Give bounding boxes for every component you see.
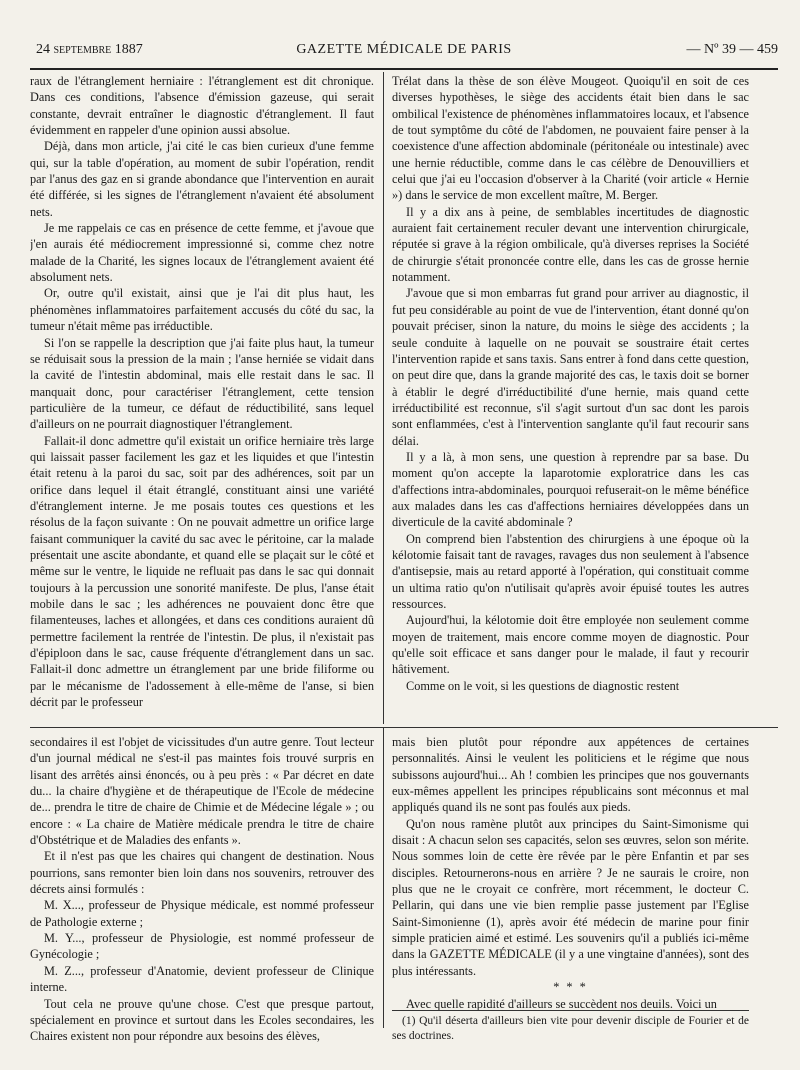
footnote xyxy=(392,1014,749,1044)
header-page-number: — Nº 39 — 459 xyxy=(686,42,778,57)
paragraph: M. X..., professeur de Physique médicale, est nommé professeur de Pathologie externe ; xyxy=(30,898,374,929)
feuilleton-right-column xyxy=(392,734,749,1044)
paragraph: M. Y..., professeur de Physiologie, est nommé professeur de Gynécologie ; xyxy=(30,931,374,962)
article-left-column xyxy=(30,73,374,723)
paragraph: J'avoue que si mon embarras fut grand pour arriver au diagnostic, il fut peu considérable au point de vue de l'intervention, étant donné qu'on pouvait préciser, sinon la nature, du moins le siège des accidents ; la seule conduite à laquelle on ne pouvait se soustraire était certes l'intervention rapide et sans taxis. Sans entrer à fond dans cette question, on peut dire que, dans la grande majorité des cas, le taxis doit se borner à établir le degré d'irréductibilité d'une hernie, mais quand cette irréductibilité est reconnue, s'il s'agit surtout d'un sac dont les parois sont enflammées, c'est à l'intervention sanglante qu'il faut recourir sans délai. xyxy=(392,286,749,448)
paragraph: mais bien plutôt pour répondre aux appétences de certaines personnalités. Ainsi le veulent les politiciens et le régime que nous subissons aujourd'hui... Ah ! combien les principes que nos gouvernants eux-mêmes appellent les principes républicains sont méconnus et mal appliqués quand ils ne sont pas foulés aux pieds. xyxy=(392,735,749,815)
paragraph: secondaires il est l'objet de vicissitudes d'un autre genre. Tout lecteur d'un journal médical ne s'est-il pas maintes fois trouvé surpris en lisant des arrêtés ainsi énoncés, ou à peu près : « Par décret en date du... la chaire d'hygiène et de thérapeutique de l'Ecole de médecine de... prendra le titre de chaire de Chimie et de Médecine légale » ; ou encore : « La chaire de Matière médicale prendra le titre de chaire d'Obstétrique et de Maladies des enfants ». xyxy=(30,735,374,848)
column-divider xyxy=(383,72,384,724)
paragraph: Tout cela ne prouve qu'une chose. C'est que presque partout, spécialement en province et surtout dans les Ecoles secondaires, les Chaires existent non pour répondre aux besoins des élèves, xyxy=(30,996,374,1044)
paragraph: Et il n'est pas que les chaires qui changent de destination. Nous pourrions, sans remonter bien loin dans nos souvenirs, retrouver des décrets ainsi formulés : xyxy=(30,849,374,897)
header-rule xyxy=(30,68,778,70)
paragraph: Qu'on nous ramène plutôt aux principes du Saint-Simonisme qui disait : A chacun selon ses capacités, selon ses œuvres, selon son mérite. Nous sommes loin de cette ère rêvée par le père Enfantin et par ses disciples. Retournerons-nous en arrière ? Je ne saurais le croire, non plus que ne le croyait ce confrère, mort récemment, le docteur C. Pellarin, qui dans une vie bien remplie passe justement par l'Eglise Saint-Simonienne (1), après avoir été médecin de marine pour finir simple praticien aimé et estimé. Les souvenirs qu'il a publiés ici-même dans la GAZETTE MÉDICALE (il y a une vingtaine d'années), sont des plus intéressants. xyxy=(392,816,749,978)
header-title: GAZETTE MÉDICALE DE PARIS xyxy=(296,42,512,57)
paragraph: Or, outre qu'il existait, ainsi que je l'ai dit plus haut, les phénomènes inflammatoires parfaitement accusés du côté du sac, la tumeur n'était même pas irréductible. xyxy=(30,286,374,334)
article-right-column xyxy=(392,73,749,723)
paragraph: Avec quelle rapidité d'ailleurs se succèdent nos deuils. Voici un xyxy=(406,996,717,1011)
footnote-text: (1) Qu'il déserta d'ailleurs bien vite pour devenir disciple de Fourier et de ses doctrines. xyxy=(392,1015,749,1042)
paragraph: M. Z..., professeur d'Anatomie, devient professeur de Clinique interne. xyxy=(30,963,374,995)
paragraph: Comme on le voit, si les questions de diagnostic restent xyxy=(406,678,680,693)
section-rule xyxy=(30,727,778,728)
header-date: 24 septembre 1887 xyxy=(36,42,143,57)
paragraph: Aujourd'hui, la kélotomie doit être employée non seulement comme moyen de traitement, mais encore comme moyen de diagnostic. Pour qu'elle soit efficace et sans danger pour le malade, il faut y recourir hâtivement. xyxy=(392,613,749,677)
paragraph: Trélat dans la thèse de son élève Mougeot. Quoiqu'il en soit de ces diverses hypothèses, le siège des accidents était bien dans le sac ombilical l'existence de phénomènes inflammatoires locaux, et l'absence de tout symptôme du côté de l'abdomen, ne pouvaient faire penser à la coexistence d'une affection abdominale (péritonéale ou intestinale) avec une hernie réductible, comme dans le cas célèbre de Denouvilliers et celui que j'ai eu l'occasion d'observer à la Charité (voir article « Hernie ») dans le service de mon excellent maître, M. Berger. xyxy=(392,74,749,203)
page-header xyxy=(30,42,778,62)
paragraph: raux de l'étranglement herniaire : l'étranglement est dit chronique. Dans ces conditions, l'absence d'émission gazeuse, qui serait constante, devrait entraîner le diagnostic d'étranglement. Il faut évidemment en rappeler d'une opinion aussi absolue. xyxy=(30,74,374,138)
paragraph: Il y a là, à mon sens, une question à reprendre par sa base. Du moment qu'on accepte la laparotomie exploratrice dans les cas d'affections intra-abdominales, pourquoi refuserait-on le même bénéfice aux malades dans les cas d'affections herniaires développées dans un diverticule de la cavité abdominale ? xyxy=(392,449,749,530)
paragraph: Déjà, dans mon article, j'ai cité le cas bien curieux d'une femme qui, sur la table d'opération, au moment de subir l'opération, rendit par l'anus des gaz en si grande abondance que l'intervention en aurait été différée, si les signes de l'étranglement n'avaient été absolument nets. xyxy=(30,139,374,219)
asterism: * * * xyxy=(553,980,588,995)
paragraph: Il y a dix ans à peine, de semblables incertitudes de diagnostic auraient fait certainement reculer devant une intervention chirurgicale, réputée si grave à la région ombilicale, qu'à diverses reprises la Société de chirurgie s'était prononcée contre elle, dans les cas de grosse hernie notamment. xyxy=(392,204,749,285)
column-divider xyxy=(383,728,384,1028)
paragraph: Fallait-il donc admettre qu'il existait un orifice herniaire très large qui laissait passer facilement les gaz et les liquides et que l'intestin était retenu à la paroi du sac, soit par des adhérences, soit par un orifice dans lequel il était étranglé, constituant ainsi une variété d'étranglement interne. Je me posais toutes ces questions et les résolus de la façon suivante : On ne pouvait admettre un orifice large faisant communiquer la cavité du sac avec le péritoine, car la malade présentait une ascite abondante, et quand elle se plaçait sur le côté et même sur le ventre, le liquide ne refluait pas dans le sac qui donnait toujours à la percussion une sonorité manifeste. De plus, l'anse était mobile dans le sac ; les adhérences ne pouvaient donc être que filamenteuses, laches et allongées, et dans ces conditions auraient dû permettre facilement la rentrée de l'intestin. De plus, il n'existait pas d'épiploon dans le sac, cause fréquente d'étranglement dans un sac. Fallait-il donc admettre un étranglement par une bride filiforme ou par le mécanisme de l'adossement à elle-même de l'anse, si bien décrit par le professeur xyxy=(30,433,374,710)
footnote-rule xyxy=(392,1010,749,1011)
paragraph: On comprend bien l'abstention des chirurgiens à une époque où la kélotomie faisait tant de ravages, ravages dus non seulement à l'absence d'antisepsie, mais au retard apporté à l'opération, qui constituait comme un ultima ratio qu'on n'utilisait qu'après avoir épuisé toutes les autres ressources. xyxy=(392,531,749,611)
paragraph: Je me rappelais ce cas en présence de cette femme, et j'avoue que j'en aurais été médiocrement impressionné si, comme chez notre malade de la Charité, les signes locaux de l'étranglement avaient été absolument nets. xyxy=(30,221,374,285)
feuilleton-left-column xyxy=(30,734,374,1044)
paragraph: Si l'on se rappelle la description que j'ai faite plus haut, la tumeur se réduisait sous la pression de la main ; l'anse herniée se vidait dans la cavité de l'intestin abdominal, mais elle restait dans le sac. Il manquait donc, pour caractériser l'étranglement, cette tension particulière de la tumeur, ce défaut de réductibilité, sans lequel d'ailleurs on ne pourrait diagnostiquer l'étranglement. xyxy=(30,335,374,432)
